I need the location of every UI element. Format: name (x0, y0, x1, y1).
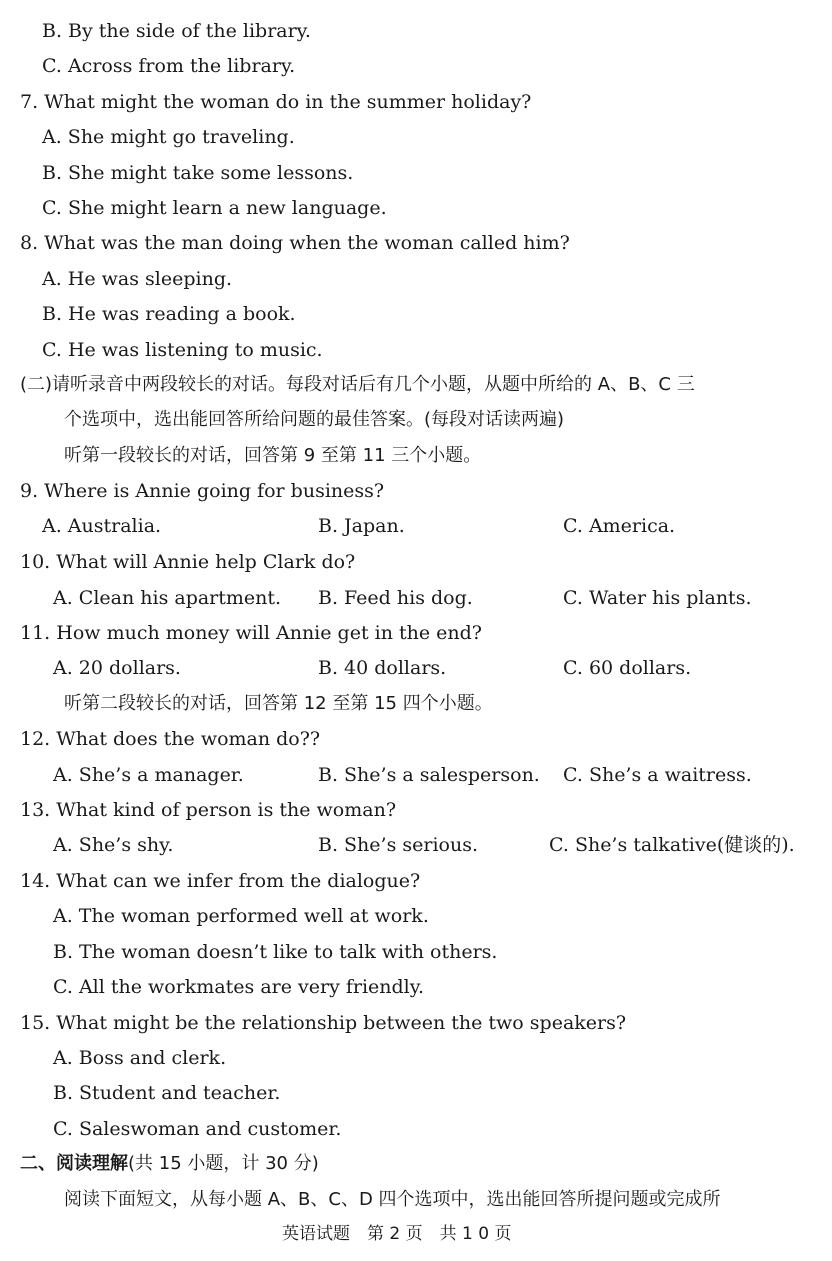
q15-option-b: B. Student and teacher. (53, 1082, 281, 1104)
q7-option-b: B. She might take some lessons. (42, 162, 354, 184)
q10-option-c: C. Water his plants. (563, 587, 752, 609)
q12-option-a: A. She’s a manager. (53, 764, 244, 786)
dialogue1-intro: 听第一段较长的对话，回答第 9 至第 11 三个小题。 (64, 445, 482, 466)
q7-option-c: C. She might learn a new language. (42, 197, 387, 219)
q15-option-c: C. Saleswoman and customer. (53, 1118, 342, 1140)
q15-stem: 15. What might be the relationship between the two speakers? (20, 1012, 627, 1034)
dialogue2-intro: 听第二段较长的对话，回答第 12 至第 15 四个小题。 (64, 693, 493, 714)
q10-option-b: B. Feed his dog. (318, 587, 473, 609)
q8-option-b: B. He was reading a book. (42, 303, 296, 325)
q7-option-a: A. She might go traveling. (42, 126, 295, 148)
q12-option-c: C. She’s a waitress. (563, 764, 752, 786)
q14-stem: 14. What can we infer from the dialogue? (20, 870, 421, 892)
q9-option-a: A. Australia. (42, 515, 162, 537)
reading-heading (20, 1152, 319, 1176)
q9-option-b: B. Japan. (318, 515, 405, 537)
q12-option-b: B. She’s a salesperson. (318, 764, 540, 786)
reading-heading-title: 二、阅读理解 (20, 1153, 128, 1174)
q9-stem: 9. Where is Annie going for business? (20, 480, 385, 502)
q14-option-b: B. The woman doesn’t like to talk with others. (53, 941, 498, 963)
q9-option-c: C. America. (563, 515, 676, 537)
q10-option-a: A. Clean his apartment. (53, 587, 282, 609)
reading-instruction: 阅读下面短文，从每小题 A、B、C、D 四个选项中，选出能回答所提问题或完成所 (64, 1189, 721, 1210)
q13-option-c: C. She’s talkative(健谈的). (549, 834, 795, 856)
q8-option-a: A. He was sleeping. (42, 268, 233, 290)
reading-heading-note: (共 15 小题，计 30 分) (128, 1153, 319, 1174)
q14-option-a: A. The woman performed well at work. (53, 905, 429, 927)
q13-option-a: A. She’s shy. (53, 834, 174, 856)
q10-stem: 10. What will Annie help Clark do? (20, 551, 356, 573)
q11-option-c: C. 60 dollars. (563, 657, 692, 679)
q15-option-a: A. Boss and clerk. (53, 1047, 227, 1069)
q13-stem: 13. What kind of person is the woman? (20, 799, 397, 821)
q6-option-b: B. By the side of the library. (42, 20, 311, 42)
q8-option-c: C. He was listening to music. (42, 339, 323, 361)
q7-stem: 7. What might the woman do in the summer holiday? (20, 91, 532, 113)
q11-stem: 11. How much money will Annie get in the end? (20, 622, 482, 644)
q8-stem: 8. What was the man doing when the woman called him? (20, 232, 570, 254)
q13-option-b: B. She’s serious. (318, 834, 478, 856)
q12-stem: 12. What does the woman do?? (20, 728, 321, 750)
q11-option-a: A. 20 dollars. (53, 657, 181, 679)
section2-instruction-line1: (二)请听录音中两段较长的对话。每段对话后有几个小题，从题中所给的 A、B、C 三 (20, 374, 695, 395)
section2-instruction-line2: 个选项中，选出能回答所给问题的最佳答案。(每段对话读两遍) (64, 409, 565, 430)
page-footer: 英语试题 第 2 页 共 1 0 页 (282, 1224, 512, 1244)
q11-option-b: B. 40 dollars. (318, 657, 447, 679)
q6-option-c: C. Across from the library. (42, 55, 296, 77)
q14-option-c: C. All the workmates are very friendly. (53, 976, 425, 998)
